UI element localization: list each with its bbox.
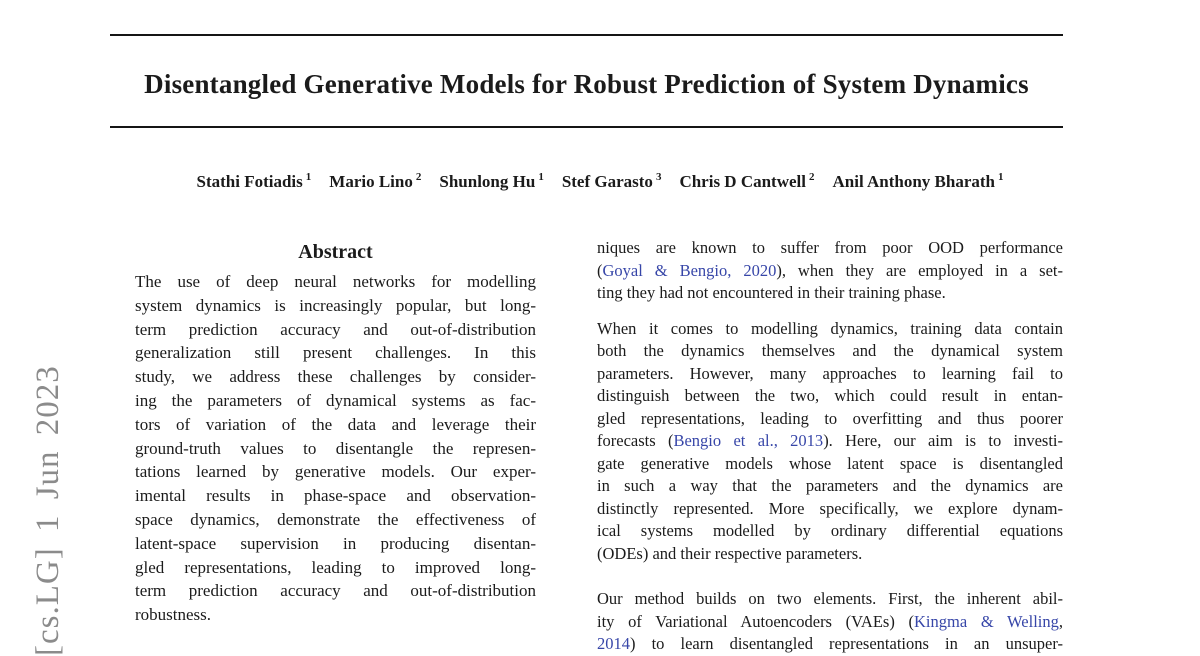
text-line [597,318,1063,341]
text-segment: ing the parameters of dynamical systems as fac- [135,390,536,410]
author-affiliation-sup: 1 [305,171,312,183]
author-name: Shunlong Hu $^1$ [439,171,544,191]
text-segment: forecasts ( [597,431,674,450]
author-name: Mario Lino $^2$ [329,171,422,191]
text-segment: distinguish between the two, which could result in entan- [597,386,1063,405]
text-line [135,532,536,556]
text-segment: gled representations, leading to overfitting and thus poorer [597,408,1063,428]
text-line [597,611,1063,634]
paragraph [597,588,1063,656]
text-line [597,453,1063,476]
author-name: Stef Garasto $^3$ [561,171,662,191]
text-segment: niques are known to suffer from poor OOD performance [597,238,1063,257]
text-segment: Our method builds on two elements. First, the inherent abil- [597,589,1063,608]
text-line [597,340,1063,363]
text-line [135,294,536,318]
author-affiliation-sup: 2 [415,171,422,183]
text-line [597,520,1063,543]
text-line [597,498,1063,521]
paragraph [597,318,1063,566]
text-segment: term prediction accuracy and out-of-distribution [135,319,536,339]
text-segment: ting they had not encountered in their training phase. [597,283,946,302]
text-line [135,341,536,365]
text-line [135,365,536,389]
text-segment: parameters. However, many approaches to learning fail to [597,363,1063,383]
citation-link[interactable]: Goyal & Bengio, 2020 [602,260,777,280]
text-segment: tors of variation of the data and leverage their [135,414,536,434]
text-segment: When it comes to modelling dynamics, training data contain [597,318,1063,338]
text-segment: , [1058,611,1063,631]
authors-line [60,171,1140,192]
text-segment: term prediction accuracy and out-of-distribution [135,581,536,601]
author-name: Chris D Cantwell $^2$ [679,171,815,191]
text-line [597,385,1063,408]
abstract-heading: Abstract [298,241,373,263]
text-line [597,430,1063,453]
text-segment: in such a way that the parameters and the dynamics are [597,476,1063,495]
text-line [597,260,1063,283]
text-line [135,389,536,413]
text-segment: The use of deep neural networks for modelling [135,272,536,291]
introduction-column [597,237,1063,656]
text-segment: ) to learn disentangled representations in an unsuper- [630,634,1063,653]
text-segment: study, we address these challenges by consider- [135,367,536,387]
text-segment: gled representations, leading to improved long- [135,557,536,577]
text-line [597,588,1063,611]
author-affiliation-sup: 3 [655,171,662,183]
text-segment: ), when they are employed in a set- [776,260,1063,280]
text-line [135,484,536,508]
citation-link[interactable]: Bengio et al., 2013 [673,431,824,450]
text-line [597,237,1063,260]
text-line [597,475,1063,498]
text-segment: imental results in phase-space and observation- [135,486,536,506]
author-name: Anil Anthony Bharath $^1$ [832,171,1004,191]
paragraph [597,237,1063,305]
abstract-body [135,270,536,627]
citation-link[interactable]: Kingma & Welling [914,611,1059,631]
text-line [135,318,536,342]
author-affiliation-sup: 2 [809,171,815,183]
text-segment: distinctly represented. More specifically, we explore dynam- [597,498,1063,518]
text-line [135,508,536,532]
text-line [597,282,1063,305]
text-line [135,556,536,580]
text-line [597,363,1063,386]
text-segment: latent-space supervision in producing disentan- [135,533,536,553]
text-segment: ground-truth values to disentangle the represen- [135,438,536,458]
text-line [135,579,536,603]
text-segment: gate generative models whose latent space is disentangled [597,453,1063,473]
author-affiliation-sup: 1 [998,171,1004,183]
text-line [135,413,536,437]
text-line [597,543,1063,566]
text-segment: space dynamics, demonstrate the effectiveness of [135,509,536,529]
text-segment: ity of Variational Autoencoders (VAEs) ( [597,611,915,631]
author-affiliation-sup: 1 [538,171,544,183]
text-line [135,603,536,627]
text-segment: ical systems modelled by ordinary differential equations [597,521,1063,540]
text-segment: (ODEs) and their respective parameters. [597,543,863,563]
text-segment: both the dynamics themselves and the dynamical system [597,341,1063,360]
paper-title: Disentangled Generative Models for Robust Prediction of System Dynamics [144,69,1029,99]
header-rule-top [110,34,1063,36]
text-segment: tations learned by generative models. Our exper- [135,462,536,482]
citation-link[interactable]: 2014 [597,634,630,653]
text-line [135,460,536,484]
text-segment: ). Here, our aim is to investi- [823,431,1063,450]
text-segment: system dynamics is increasingly popular, but long- [135,295,536,315]
text-segment: ( [597,260,603,280]
header-rule-bottom [110,126,1063,128]
text-line [597,408,1063,431]
text-line [597,633,1063,656]
author-name: Stathi Fotiadis $^1$ [196,171,312,191]
arxiv-watermark: [cs.LG] 1 Jun 2023 [30,365,66,656]
text-line [135,270,536,294]
text-line [135,437,536,461]
text-segment: generalization still present challenges. In this [135,343,536,363]
text-segment: robustness. [135,605,212,625]
